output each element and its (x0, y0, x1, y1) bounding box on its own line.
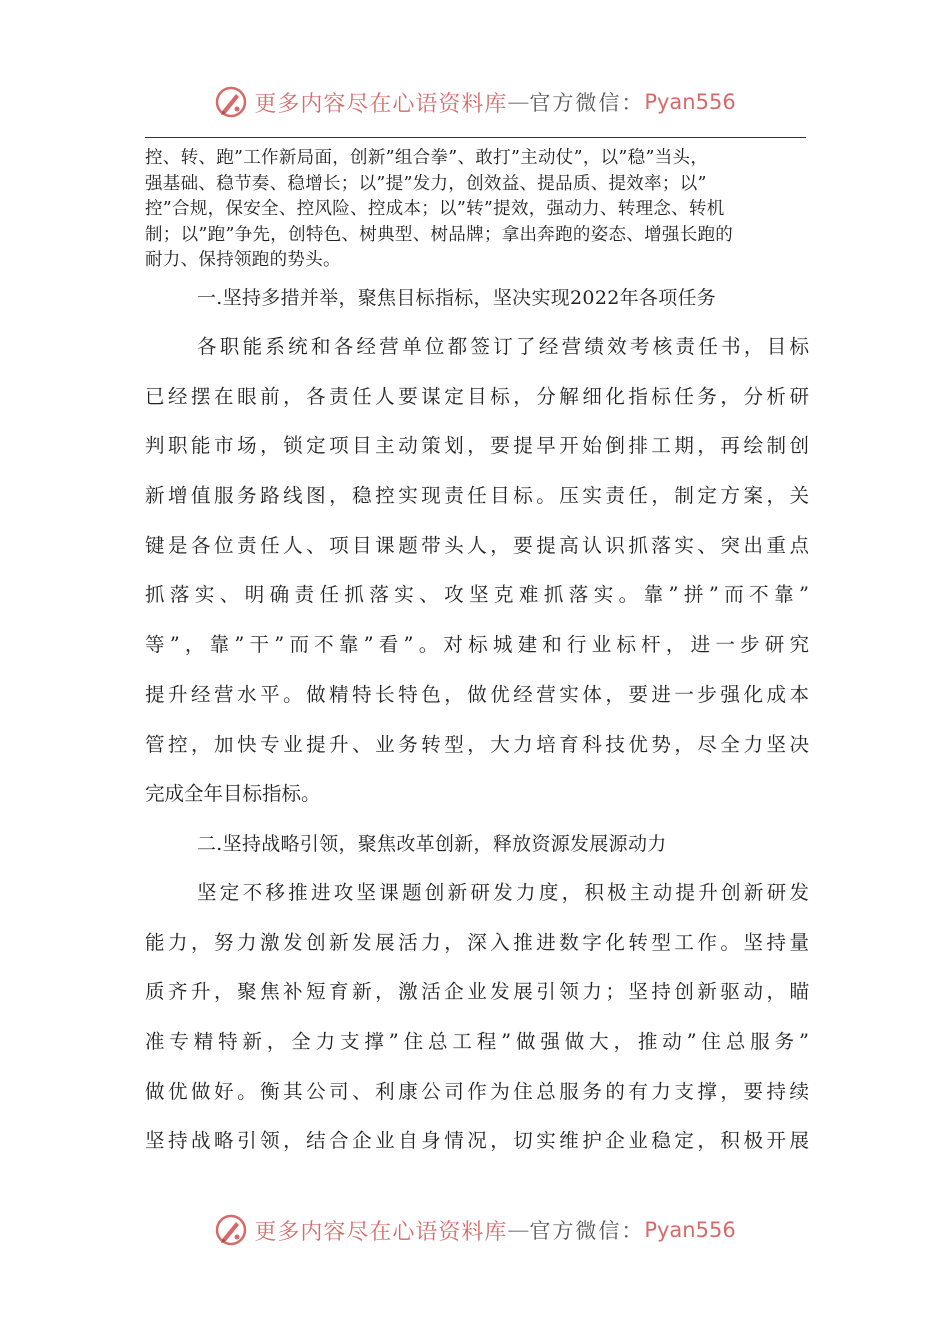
text-line: 键是各位责任人、项目课题带头人，要提高认识抓落实、突出重点 (145, 533, 809, 557)
header-divider (145, 137, 806, 138)
section-heading-1: 一.坚持多措并举，聚焦目标指标，坚决实现2022年各项任务 (197, 287, 717, 309)
intro-paragraph (145, 146, 809, 274)
text-line: 新增值服务路线图，稳控实现责任目标。压实责任，制定方案，关 (145, 484, 809, 508)
text-line: 能力，努力激发创新发展活力，深入推进数字化转型工作。坚持量 (145, 930, 809, 954)
watermark-title: 更多内容尽在心语资料库 (254, 91, 508, 117)
text-line: 已经摆在眼前，各责任人要谋定目标，分解细化指标任务，分析研 (145, 384, 809, 408)
text-line: 等”，靠”干”而不靠”看”。对标城建和行业标杆，进一步研究 (145, 633, 809, 657)
pen-logo-icon (214, 85, 248, 119)
watermark-label: 官方微信： (529, 91, 645, 115)
section-heading-2: 二.坚持战略引领，聚焦改革创新，释放资源发展源动力 (197, 833, 667, 855)
text-line: 判职能市场，锁定项目主动策划，要提早开始倒排工期，再绘制创 (145, 434, 809, 458)
text-line: 耐力、保持领跑的势头。 (145, 250, 341, 270)
text-line: 质齐升，聚焦补短育新，激活企业发展引领力；坚持创新驱动，瞄 (145, 980, 809, 1004)
text-line: 制；以”跑”争先，创特色、树典型、树品牌；拿出奔跑的姿态、增强长跑的 (145, 224, 734, 245)
watermark-label: 官方微信： (529, 1219, 645, 1243)
watermark-dash: — (507, 89, 530, 115)
text-line: 坚持战略引领，结合企业自身情况，切实维护企业稳定，积极开展 (145, 1129, 809, 1153)
watermark-footer (0, 1208, 950, 1252)
text-line: 控、转、跑”工作新局面，创新”组合拳”、敢打”主动仗”，以”稳”当头， (145, 148, 709, 168)
text-line: 管控，加快专业提升、业务转型，大力培育科技优势，尽全力坚决 (145, 732, 809, 756)
watermark-title: 更多内容尽在心语资料库 (254, 1219, 508, 1245)
watermark-header (0, 80, 950, 124)
text-line: 完成全年目标指标。 (145, 782, 321, 806)
watermark-wechat-id: Pyan556 (644, 90, 736, 114)
text-line: 提升经营水平。做精特长特色，做优经营实体，要进一步强化成本 (145, 682, 809, 706)
pen-logo-icon (214, 1213, 248, 1247)
text-line: 各职能系统和各经营单位都签订了经营绩效考核责任书，目标 (197, 335, 809, 358)
text-line: 准专精特新，全力支撑”住总工程”做强做大，推动”住总服务” (145, 1030, 809, 1054)
text-line: 强基础、稳节奏、稳增长；以”提”发力，创效益、提品质、提效率；以” (145, 173, 707, 194)
watermark-dash: — (507, 1217, 530, 1243)
text-line: 做优做好。衡其公司、利康公司作为住总服务的有力支撑，要持续 (145, 1079, 809, 1103)
text-line: 抓落实、明确责任抓落实、攻坚克难抓落实。靠”拼”而不靠” (145, 583, 809, 607)
text-line: 坚定不移推进攻坚课题创新研发力度，积极主动提升创新研发 (197, 881, 809, 904)
watermark-wechat-id: Pyan556 (644, 1218, 736, 1242)
section-2-paragraph (145, 881, 809, 1179)
text-line: 控”合规，保安全、控风险、控成本；以”转”提效，强动力、转理念、转机 (145, 199, 725, 219)
section-1-paragraph (145, 335, 809, 832)
